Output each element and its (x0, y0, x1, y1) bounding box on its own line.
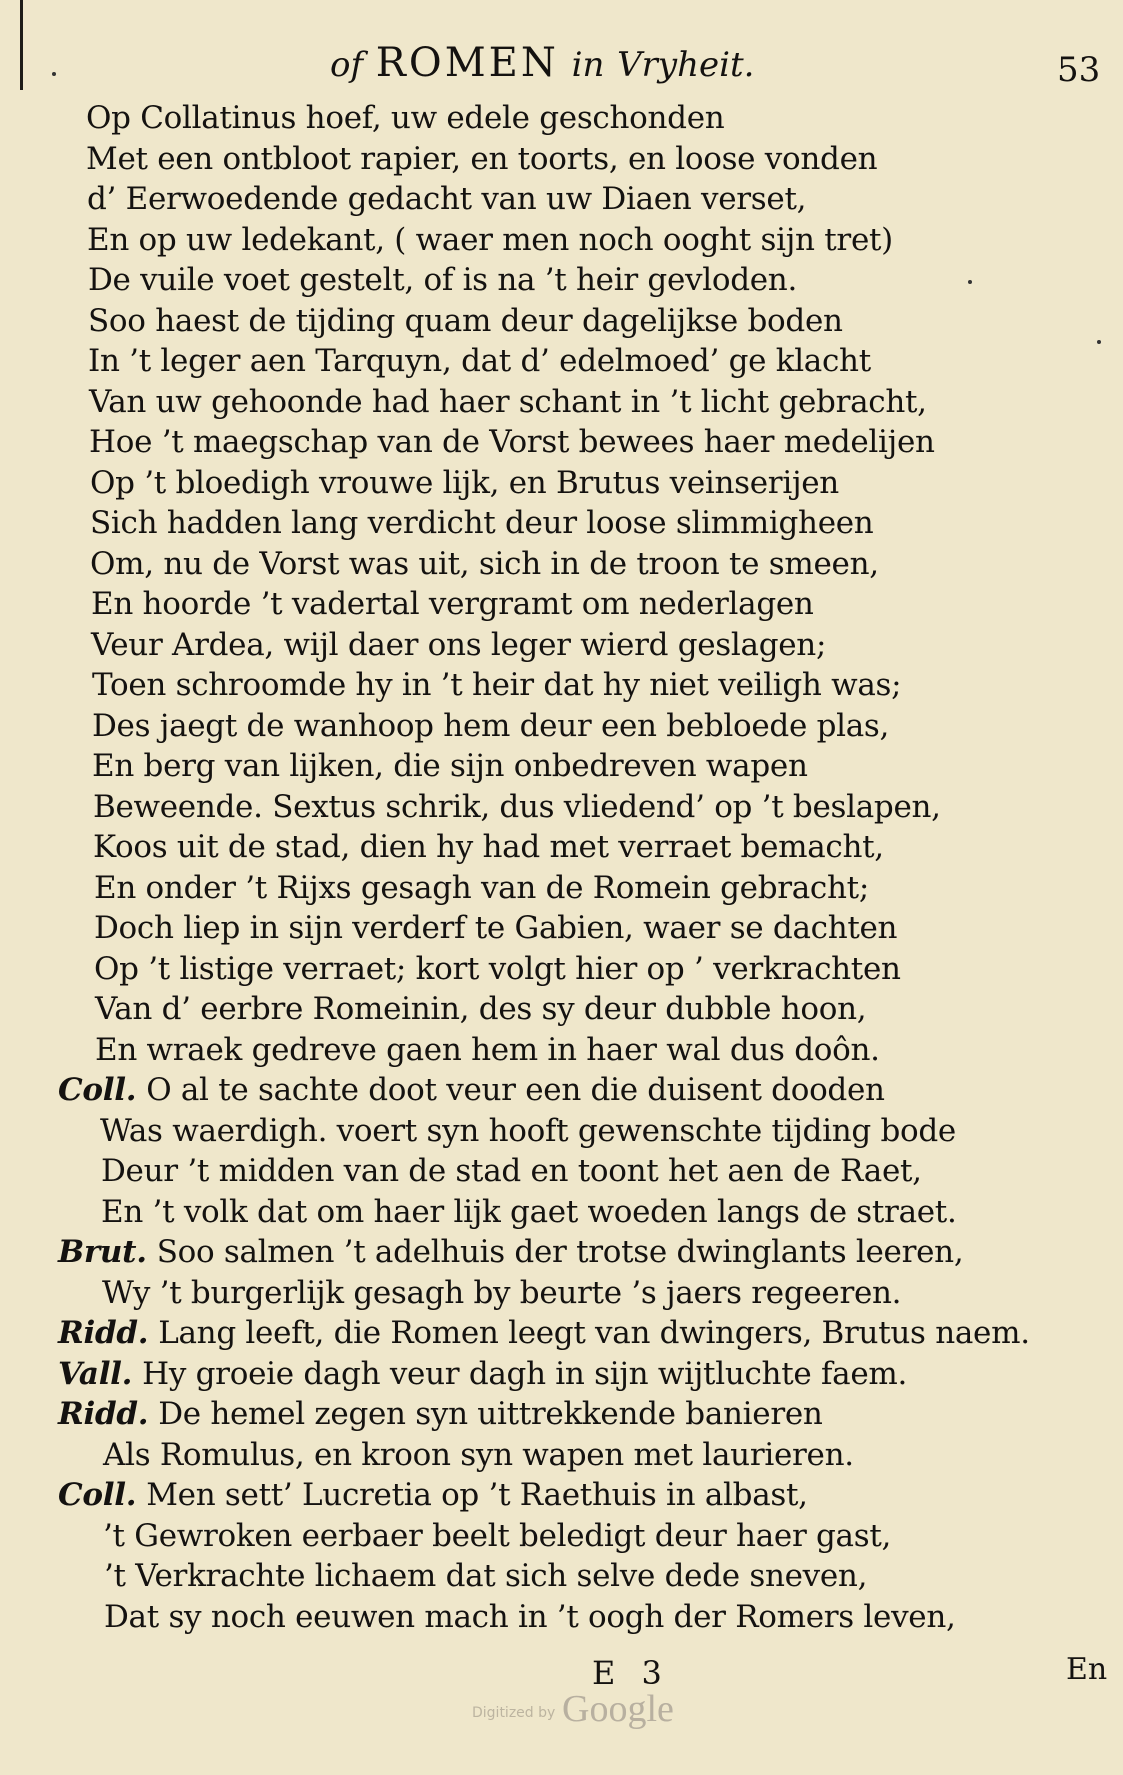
verse-line (87, 220, 893, 260)
verse-line-text: Om, nu de Vorst was uit, sich in de troon te smeen, (90, 545, 879, 582)
verse-line-text: Als Romulus, en kroon syn wapen met laurieren. (103, 1436, 854, 1473)
verse-line (91, 625, 826, 665)
catchword: En (1066, 1652, 1108, 1687)
speck (1097, 340, 1101, 344)
verse-line (94, 949, 901, 989)
signature-mark: E 3 (592, 1654, 670, 1692)
verse-line-text: De hemel zegen syn uittrekkende banieren (158, 1396, 823, 1432)
verse-line-text: Soo salmen ’t adelhuis der trotse dwinglants leeren, (156, 1234, 964, 1270)
verse-line-text: Men sett’ Lucretia op ’t Raethuis in albast, (146, 1477, 808, 1513)
verse-line-text: Van d’ eerbre Romeinin, des sy deur dubble hoon, (95, 991, 867, 1027)
verse-line (58, 1475, 808, 1515)
speaker-label: Ridd. (58, 1315, 149, 1351)
running-head-end: Vryheit. (617, 45, 755, 85)
digitized-by-label: Digitized by (472, 1705, 556, 1721)
verse-line (101, 1192, 957, 1232)
verse-line (90, 463, 839, 503)
verse-line (58, 1313, 1030, 1353)
running-head-in: in (571, 45, 605, 85)
page-number: 53 (1057, 50, 1101, 90)
verse-line-text: Met een ontbloot rapier, en toorts, en loose vonden (86, 140, 878, 177)
verse-line-text: En hoorde ’t vadertal vergramt om nederlagen (91, 586, 814, 622)
speck (52, 72, 56, 76)
verse-line-text: En onder ’t Rijxs gesagh van de Romein gebracht; (94, 869, 869, 906)
verse-line (104, 1556, 867, 1596)
verse-line (100, 1111, 956, 1151)
running-head-of: of (330, 45, 364, 85)
speaker-label: Brut. (58, 1234, 147, 1270)
verse-line-text: De vuile voet gestelt, of is na ’t heir gevloden. (88, 262, 798, 298)
verse-line-text: Was waerdigh. voert syn hooft gewenschte tijding bode (100, 1112, 956, 1149)
verse-line (95, 1030, 880, 1070)
verse-line (87, 179, 806, 219)
verse-line-text: Koos uit de stad, dien hy had met verraet bemacht, (93, 829, 884, 865)
verse-line (91, 584, 814, 624)
verse-line (88, 301, 843, 341)
verse-line (88, 260, 797, 300)
verse-line-text: Lang leeft, die Romen leegt van dwingers, Brutus naem. (158, 1315, 1030, 1351)
verse-line-text: Van uw gehoonde had haer schant in ’t licht gebracht, (89, 383, 927, 420)
verse-line (90, 544, 879, 584)
verse-line-text: ’t Gewroken eerbaer beelt beledigt deur haer gast, (103, 1517, 892, 1554)
verse-line (89, 382, 927, 422)
verse-line (93, 827, 884, 867)
speaker-label: Vall. (58, 1355, 133, 1392)
verse-line-text: Hoe ’t maegschap van de Vorst bewees haer medelijen (89, 424, 935, 460)
verse-line (89, 422, 935, 462)
verse-line-text: En wraek gedreve gaen hem in haer wal dus doôn. (95, 1031, 880, 1068)
verse-line-text: En op uw ledekant, ( waer men noch ooght sijn tret) (87, 221, 893, 258)
verse-line (94, 868, 869, 908)
verse-line (86, 98, 724, 138)
verse-line (58, 1070, 885, 1110)
verse-line-text: Wy ’t burgerlijk gesagh by beurte ’s jaers regeeren. (102, 1274, 902, 1311)
verse-line-text: Deur ’t midden van de stad en toont het aen de Raet, (101, 1153, 922, 1189)
verse-line (92, 706, 889, 746)
verse-line-text: In ’t leger aen Tarquyn, dat d’ edelmoed’ ge klacht (88, 343, 871, 379)
verse-line-text: Dat sy noch eeuwen mach in ’t oogh der Romers leven, (104, 1598, 956, 1635)
running-head-title: ROMEN (375, 40, 559, 86)
verse-line-text: Veur Ardea, wijl daer ons leger wierd geslagen; (91, 626, 827, 663)
speaker-label: Coll. (58, 1072, 137, 1108)
verse-line-text: Op ’t bloedigh vrouwe lijk, en Brutus veinserijen (90, 464, 839, 501)
verse-line (58, 1354, 907, 1394)
verse-line (90, 503, 873, 543)
verse-line (103, 1435, 854, 1475)
verse-line (101, 1151, 922, 1191)
verse-line (102, 1273, 901, 1313)
running-head (330, 40, 754, 86)
google-watermark: Google (562, 1688, 674, 1730)
verse-line-text: O al te sachte doot veur een die duisent dooden (146, 1072, 885, 1108)
verse-line-text: Des jaegt de wanhoop hem deur een bebloede plas, (92, 707, 890, 744)
verse-line-text: Soo haest de tijding quam deur dagelijkse boden (88, 302, 843, 339)
verse-line (58, 1232, 963, 1272)
verse-line (93, 787, 941, 827)
verse-line-text: Doch liep in sijn verderf te Gabien, waer se dachten (94, 910, 898, 946)
verse-line (103, 1516, 891, 1556)
speaker-label: Coll. (58, 1477, 137, 1513)
verse-line (94, 908, 897, 948)
verse-line (58, 1394, 823, 1434)
page-header (0, 40, 1123, 100)
verse-line-text: Op Collatinus hoef, uw edele geschonden (86, 100, 725, 136)
speck (968, 280, 972, 284)
verse-line (86, 139, 877, 179)
verse-line (95, 989, 866, 1029)
verse-line-text: Toen schroomde hy in ’t heir dat hy niet veiligh was; (92, 667, 902, 703)
verse-line-text: Op ’t listige verraet; kort volgt hier op ’ verkrachten (94, 950, 901, 987)
verse-line-text: En ’t volk dat om haer lijk gaet woeden langs de straet. (101, 1193, 957, 1230)
verse-line (92, 665, 901, 705)
verse-line (104, 1597, 956, 1637)
verse-line-text: En berg van lijken, die sijn onbedreven wapen (92, 748, 808, 784)
speaker-label: Ridd. (58, 1396, 149, 1432)
verse-line (88, 341, 871, 381)
verse-line-text: Sich hadden lang verdicht deur loose slimmigheen (90, 505, 874, 541)
verse-line-text: d’ Eerwoedende gedacht van uw Diaen verset, (87, 181, 807, 217)
verse-line-text: Beweende. Sextus schrik, dus vliedend’ op ’t beslapen, (93, 788, 941, 825)
verse-line-text: ’t Verkrachte lichaem dat sich selve dede sneven, (104, 1558, 868, 1594)
verse-line (92, 746, 808, 786)
verse-line-text: Hy groeie dagh veur dagh in sijn wijtluchte faem. (142, 1355, 908, 1392)
